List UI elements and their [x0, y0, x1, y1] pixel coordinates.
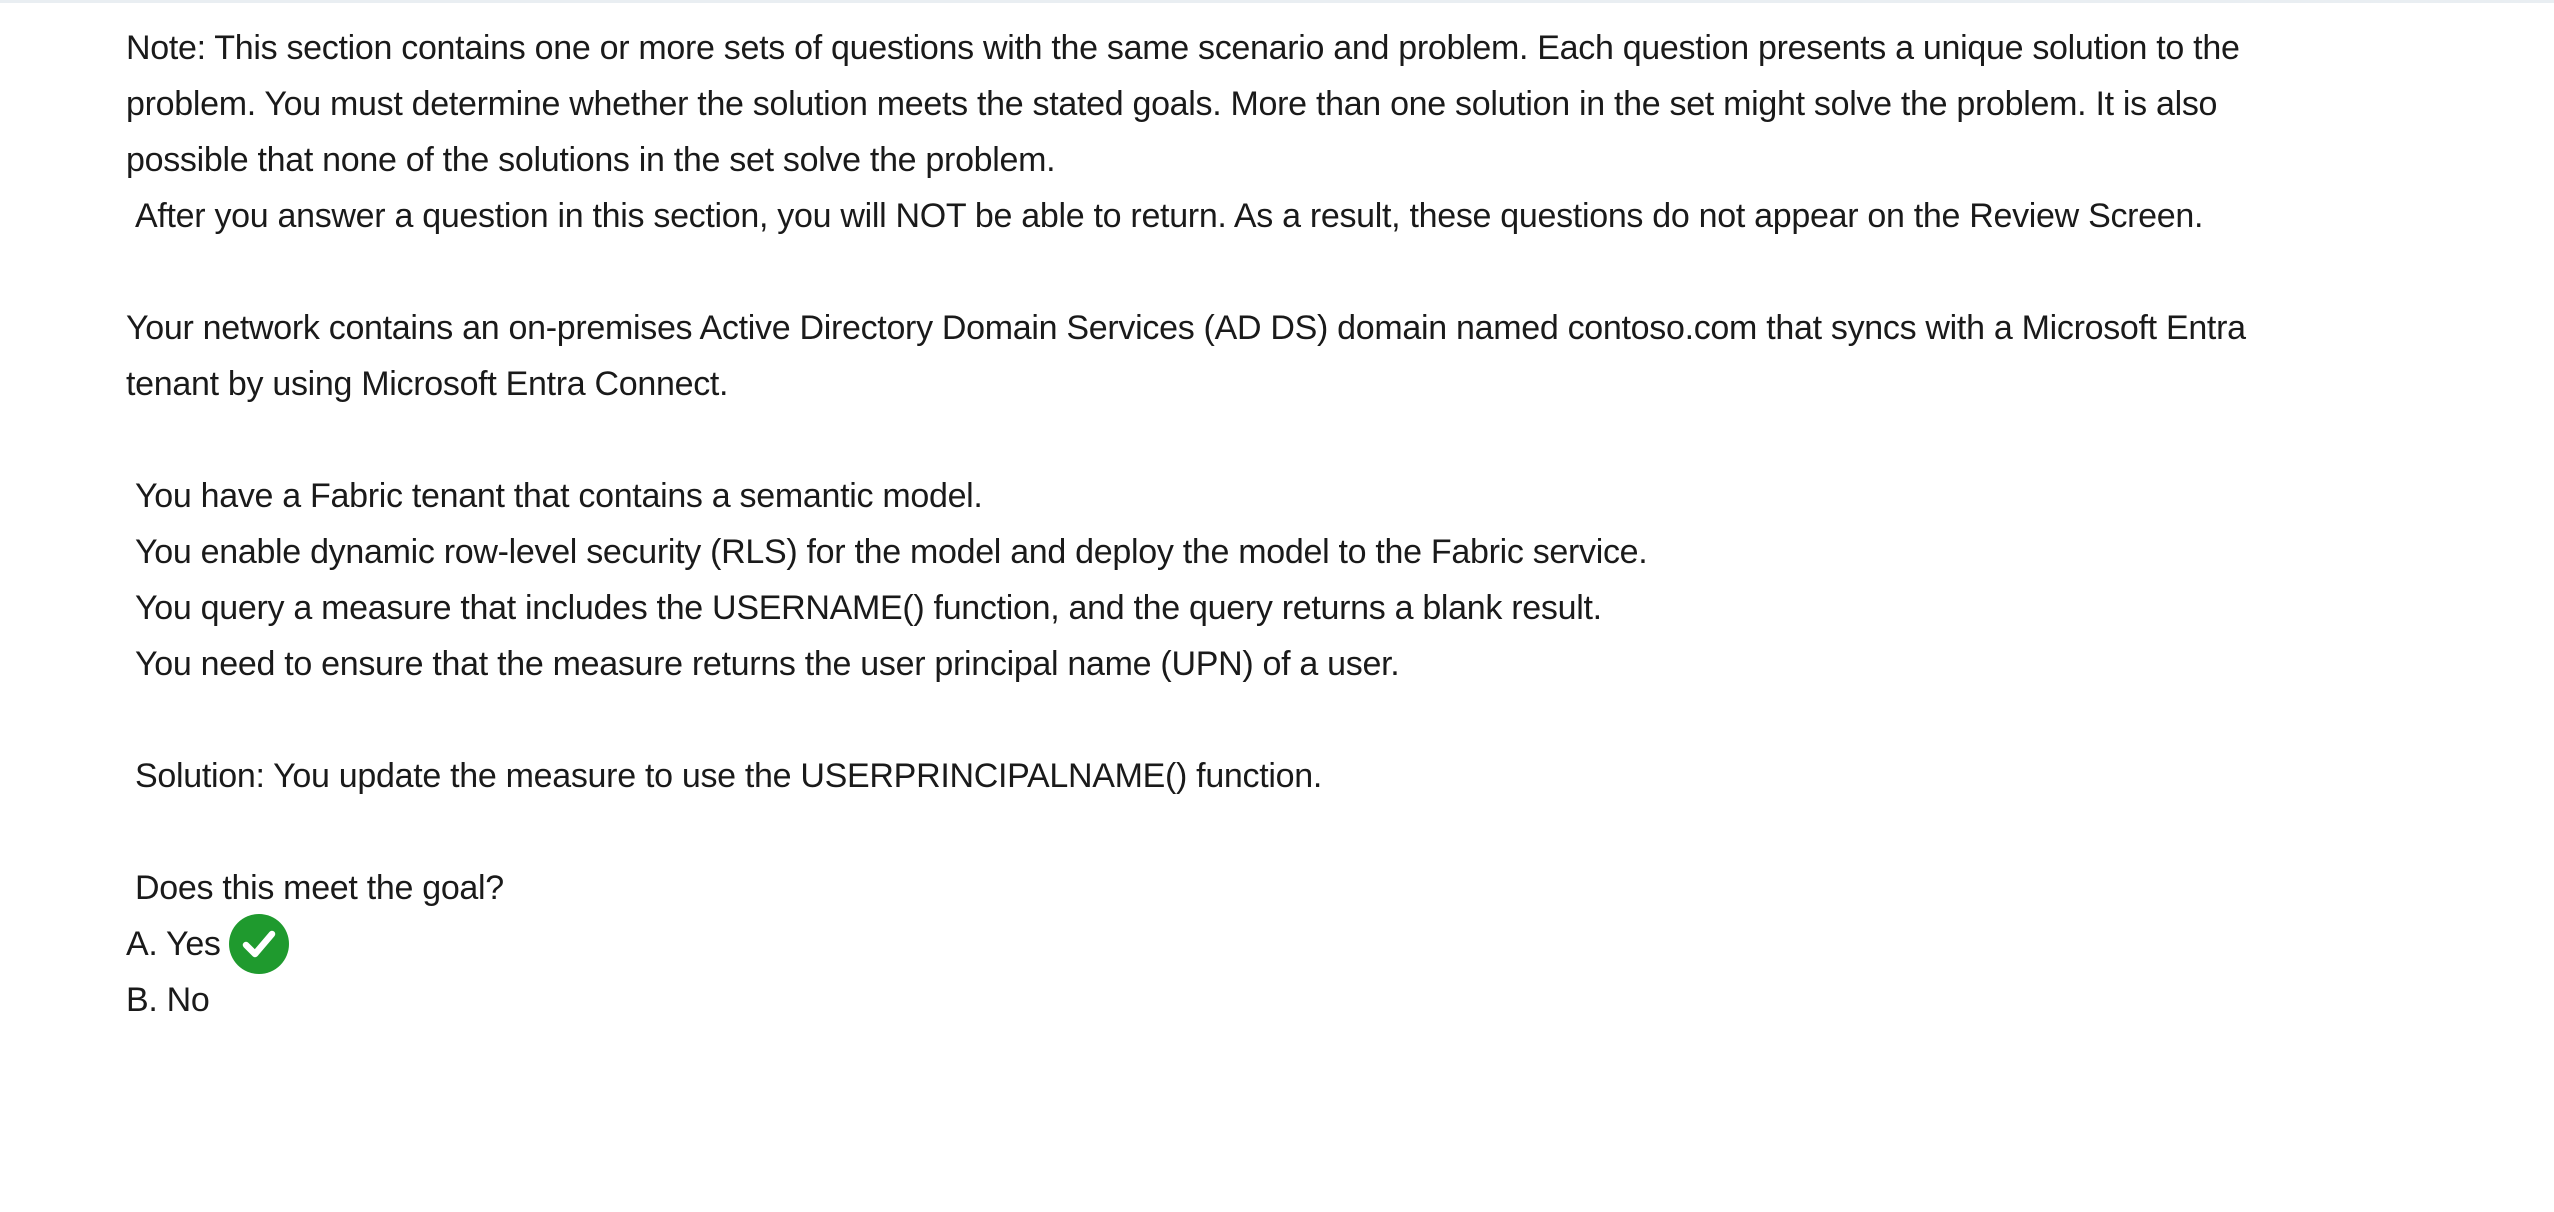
note-line-3: possible that none of the solutions in the set solve the problem.	[126, 141, 1056, 179]
spacer	[126, 244, 2416, 300]
check-circle-icon	[229, 914, 289, 974]
option-b-label: B. No	[126, 981, 210, 1019]
detail-line-3: You query a measure that includes the USERNAME() function, and the query returns a blank result.	[135, 589, 1602, 627]
scenario-line-2: tenant by using Microsoft Entra Connect.	[126, 365, 729, 403]
scenario-line-1: Your network contains an on-premises Active Directory Domain Services (AD DS) domain named contoso.com that syncs with a Microsoft Entra	[126, 309, 2246, 347]
top-divider	[0, 0, 2554, 3]
spacer	[126, 804, 2416, 860]
question-prompt: Does this meet the goal?	[135, 869, 504, 907]
note-line-1: Note: This section contains one or more sets of questions with the same scenario and problem. Each question presents a unique solution to the	[126, 29, 2240, 67]
option-b[interactable]	[126, 972, 2416, 1028]
option-a-label: A. Yes	[126, 925, 221, 963]
detail-line-1: You have a Fabric tenant that contains a semantic model.	[135, 477, 983, 515]
solution-text: Solution: You update the measure to use the USERPRINCIPALNAME() function.	[135, 757, 1323, 795]
question-content	[126, 20, 2416, 1028]
spacer	[126, 412, 2416, 468]
note-line-2: problem. You must determine whether the solution meets the stated goals. More than one solution in the set might solve the problem. It is also	[126, 85, 2218, 123]
option-a[interactable]	[126, 916, 2416, 972]
spacer	[126, 692, 2416, 748]
detail-line-4: You need to ensure that the measure returns the user principal name (UPN) of a user.	[135, 645, 1400, 683]
note-line-4: After you answer a question in this section, you will NOT be able to return. As a result, these questions do not appear on the Review Screen.	[135, 197, 2204, 235]
detail-line-2: You enable dynamic row-level security (RLS) for the model and deploy the model to the Fabric service.	[135, 533, 1648, 571]
